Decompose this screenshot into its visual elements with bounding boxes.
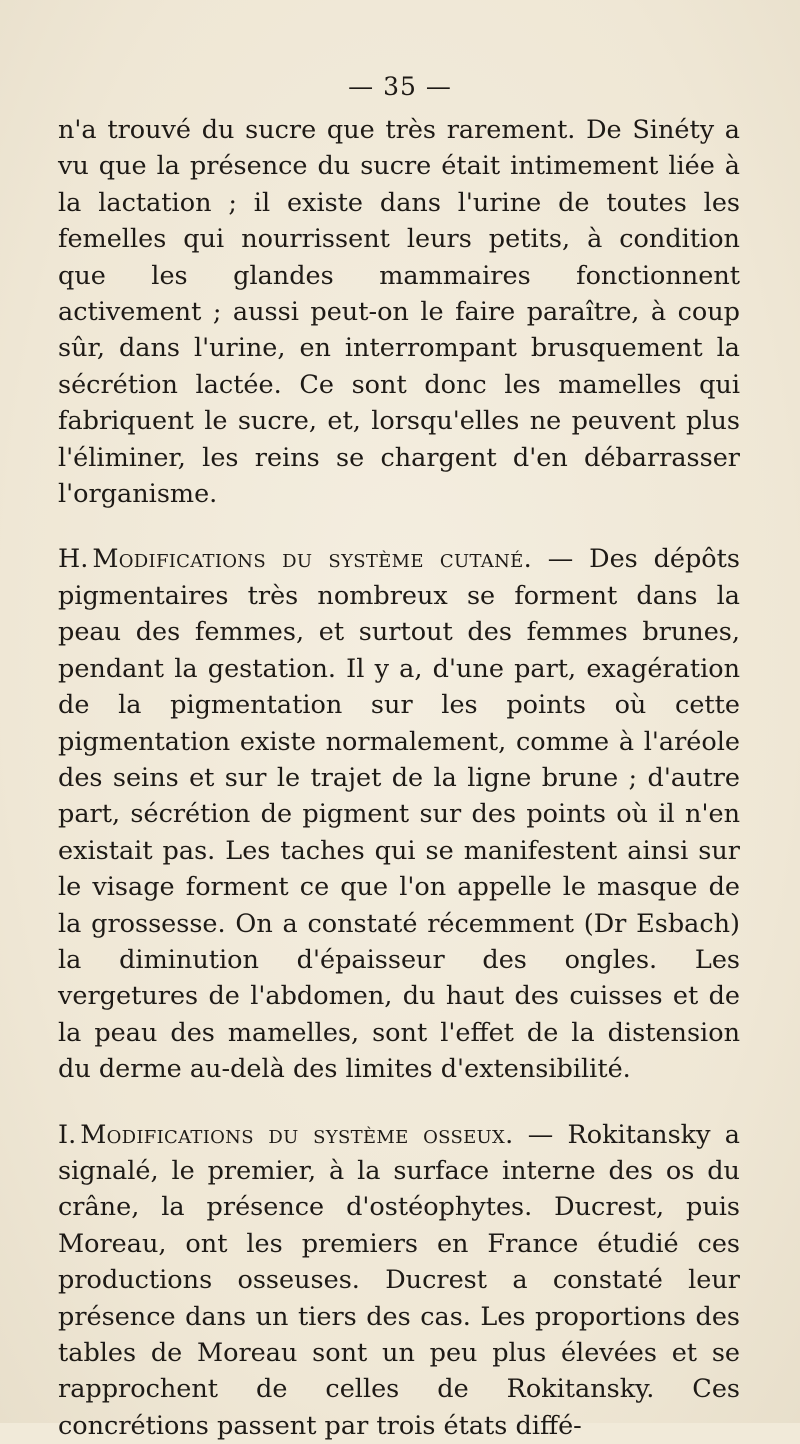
- section-label-h: H.: [58, 544, 89, 575]
- section-heading-cutaneous: Modifications du système cutané.: [92, 544, 532, 575]
- section-body-osseous: — Rokitansky a signalé, le premier, à la surface interne des os du crâne, la présence d'ostéophytes. Ducrest, puis Moreau, ont les premiers en France étudié ces productions osseuses. Ducrest a constaté leur présence dans un tiers des cas. Les proportions des tables de Moreau sont un peu plus élevées et se rapprochent de celles de Rokitansky. Ces concrétions passent par trois états diffé-: [58, 1119, 740, 1441]
- body-text: [58, 112, 740, 1444]
- section-label-i: I.: [58, 1119, 77, 1150]
- paragraph-lactation: n'a trouvé du sucre que très rarement. De Sinéty a vu que la présence du sucre était intimement liée à la lactation ; il existe dans l'urine de toutes les femelles qui nourrissent leurs petits, à condition que les glandes mammaires fonctionnent activement ; aussi peut-on le faire paraître, à coup sûr, dans l'urine, en interrompant brusquement la sécrétion lactée. Ce sont donc les mamelles qui fabriquent le sucre, et, lorsqu'elles ne peuvent plus l'éliminer, les reins se chargent d'en débarrasser l'organisme.: [58, 115, 740, 510]
- page-number: — 35 —: [348, 72, 452, 101]
- section-heading-osseous: Modifications du système osseux.: [80, 1119, 514, 1150]
- paragraph-osseous-system: [58, 1117, 740, 1444]
- section-body-cutaneous: — Des dépôts pigmentaires très nombreux se forment dans la peau des femmes, et surtout des femmes brunes, pendant la gestation. Il y a, d'une part, exagération de la pigmentation sur les points où cette pigmentation existe normalement, comme à l'aréole des seins et sur le trajet de la ligne brune ; d'autre part, sécrétion de pigment sur des points où il n'en existait pas. Les taches qui se manifestent ainsi sur le visage forment ce que l'on appelle le masque de la grossesse. On a constaté récemment (Dr Esbach) la diminution d'épaisseur des ongles. Les vergetures de l'abdomen, du haut des cuisses et de la peau des mamelles, sont l'effet de la distension du derme au-delà des limites d'extensibilité.: [58, 544, 740, 1085]
- paragraph-cutaneous-system: [58, 541, 740, 1087]
